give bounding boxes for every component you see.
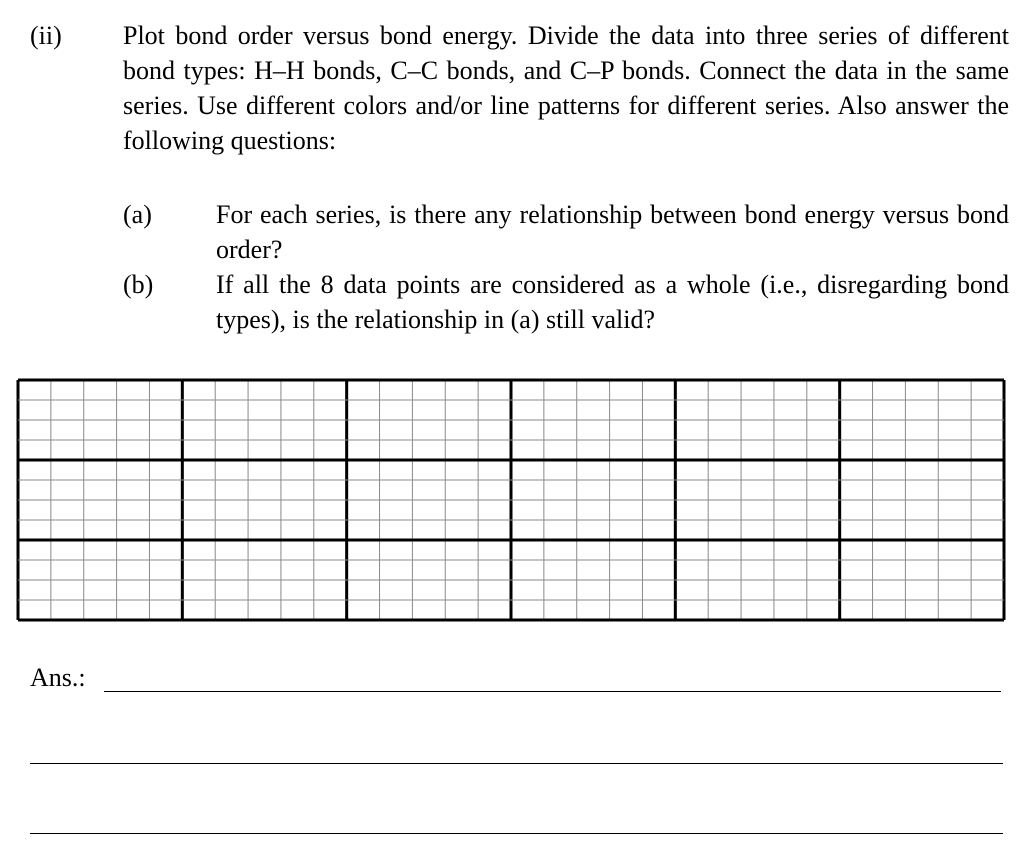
subquestion-a-label: (a): [123, 200, 152, 229]
graph-paper-grid: [16, 378, 1006, 622]
subquestion-b-text: If all the 8 data points are considered as a whole (i.e., disregarding bond types), is the relationship in (a) still valid?: [216, 270, 1009, 334]
answer-label: Ans.:: [30, 663, 86, 692]
question-number: (ii): [30, 21, 62, 50]
answer-line[interactable]: [104, 691, 1001, 692]
answer-line[interactable]: [30, 763, 1003, 764]
answer-line[interactable]: [30, 833, 1003, 834]
subquestion-b-label: (b): [123, 270, 154, 299]
question-text: Plot bond order versus bond energy. Divide the data into three series of different bond types: H–H bonds, C–C bonds, and C–P bonds. Connect the data in the same series. Use different colors and/or line patterns for different series. Also answer the following questions:: [123, 21, 1009, 155]
subquestion-a-text: For each series, is there any relationship between bond energy versus bond order?: [216, 200, 1009, 264]
graph-paper[interactable]: [16, 378, 1006, 622]
